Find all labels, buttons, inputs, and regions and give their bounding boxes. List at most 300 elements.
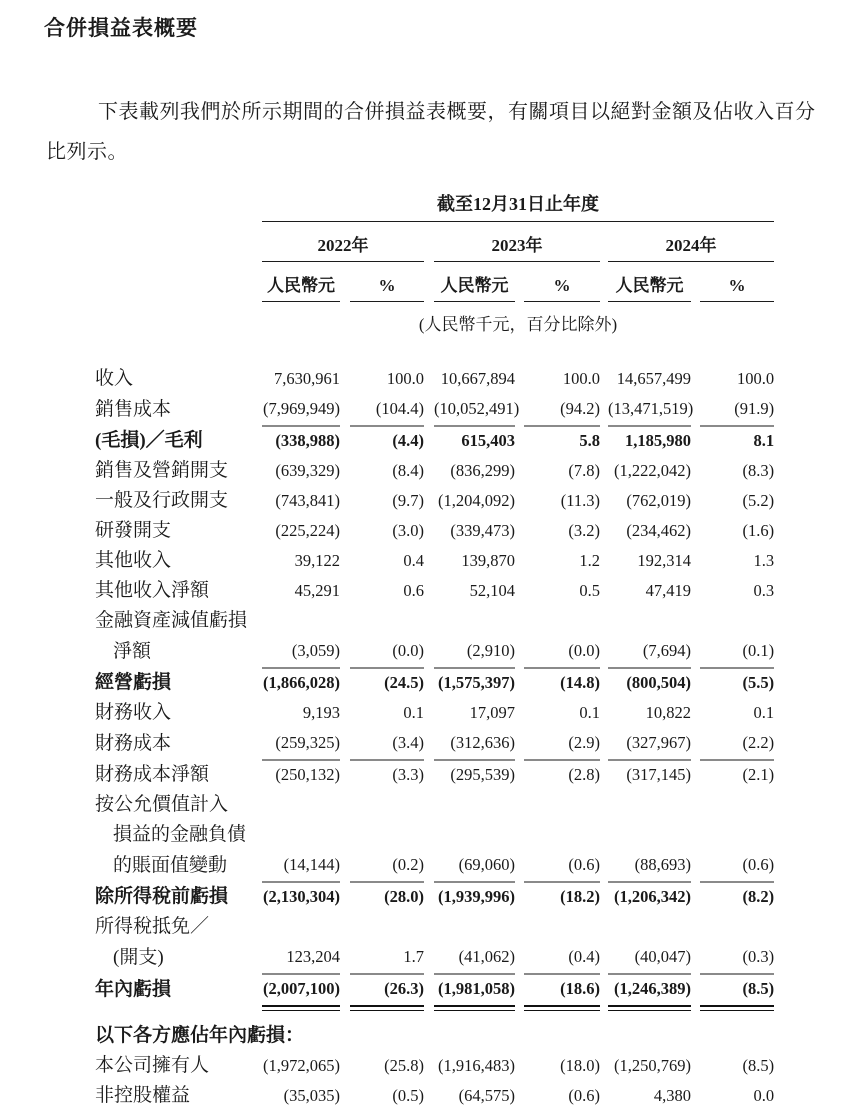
- column-spacer: [691, 487, 700, 517]
- cell-value: (26.3): [350, 974, 424, 1006]
- column-spacer: [340, 607, 350, 637]
- cell-value: (0.1): [700, 637, 774, 668]
- column-spacer: [600, 1052, 608, 1082]
- column-spacer: [340, 791, 350, 821]
- column-spacer: [340, 1082, 350, 1112]
- column-spacer: [691, 668, 700, 699]
- column-spacer: [340, 882, 350, 913]
- row-label: 銷售及營銷開支: [95, 460, 229, 481]
- column-spacer: [600, 668, 608, 699]
- column-spacer: [515, 487, 524, 517]
- column-spacer: [424, 943, 434, 974]
- column-spacer: [691, 262, 700, 302]
- column-spacer: [424, 222, 434, 262]
- cell-value: 10,667,894: [440, 369, 515, 388]
- row-label: (開支): [113, 947, 164, 968]
- header-gap-row: [95, 339, 774, 365]
- column-spacer: [600, 1006, 608, 1052]
- column-spacer: [340, 821, 350, 851]
- cell-value: (8.2): [742, 887, 775, 906]
- cell-value: (14.8): [560, 673, 600, 692]
- table-row: [95, 395, 774, 426]
- column-spacer: [424, 262, 434, 302]
- column-spacer: [340, 487, 350, 517]
- column-spacer: [424, 760, 434, 791]
- cell-value: [524, 913, 600, 943]
- cell-value: (3,059): [262, 637, 340, 668]
- cell-value: [700, 791, 774, 821]
- cell-value: [700, 607, 774, 637]
- cell-value: (18.6): [524, 974, 600, 1006]
- cell-value: (0.4): [524, 943, 600, 974]
- column-spacer: [424, 637, 434, 668]
- cell-value: 100.0: [386, 369, 424, 388]
- row-label: 所得稅抵免／: [95, 916, 210, 937]
- column-spacer: [515, 426, 524, 457]
- subheader-percent: %: [350, 262, 424, 302]
- row-label: 年內虧損: [95, 979, 172, 1000]
- column-spacer: [600, 365, 608, 395]
- column-spacer: [691, 760, 700, 791]
- table-row: [95, 791, 774, 821]
- cell-value: [262, 821, 340, 851]
- cell-value: (836,299): [450, 461, 515, 480]
- column-spacer: [424, 426, 434, 457]
- table-row: [95, 1082, 774, 1112]
- unit-note-row: [95, 302, 774, 340]
- subheader-amount: 人民幣元: [262, 262, 340, 302]
- column-spacer: [340, 1052, 350, 1082]
- column-spacer: [600, 457, 608, 487]
- cell-value: (7,969,949): [262, 395, 340, 426]
- column-spacer: [515, 882, 524, 913]
- cell-value: 0.1: [403, 703, 424, 722]
- table-row: [95, 913, 774, 943]
- column-spacer: [515, 1052, 524, 1082]
- cell-value: 139,870: [461, 551, 515, 570]
- column-spacer: [691, 517, 700, 547]
- column-spacer: [424, 487, 434, 517]
- cell-value: (1,981,058): [434, 974, 515, 1006]
- cell-value: (18.2): [560, 887, 600, 906]
- cell-value: (3.4): [350, 729, 424, 760]
- table-row: [95, 760, 774, 791]
- column-spacer: [424, 913, 434, 943]
- table-row: [95, 426, 774, 457]
- cell-value: [524, 821, 600, 851]
- cell-value: (1.6): [742, 521, 775, 540]
- cell-value: 0.1: [579, 703, 600, 722]
- cell-value: (41,062): [434, 943, 515, 974]
- column-spacer: [691, 426, 700, 457]
- column-spacer: [691, 365, 700, 395]
- cell-value: (1,222,042): [614, 461, 691, 480]
- column-spacer: [424, 821, 434, 851]
- cell-value: 100.0: [736, 369, 775, 388]
- table-row: [95, 365, 774, 395]
- table-row: [95, 943, 774, 974]
- column-spacer: [691, 1052, 700, 1082]
- column-spacer: [515, 457, 524, 487]
- cell-value: (2,130,304): [263, 887, 340, 906]
- cell-value: 4,380: [653, 1086, 691, 1105]
- cell-value: (1,939,996): [438, 887, 515, 906]
- cell-value: [524, 1006, 600, 1052]
- column-spacer: [600, 821, 608, 851]
- cell-value: 10,822: [645, 703, 691, 722]
- cell-value: (2.9): [524, 729, 600, 760]
- subheader-row: [95, 262, 774, 302]
- table-row: [95, 487, 774, 517]
- cell-value: [524, 791, 600, 821]
- column-spacer: [515, 699, 524, 729]
- table-row: [95, 637, 774, 668]
- cell-value: (0.6): [700, 851, 774, 882]
- column-spacer: [340, 517, 350, 547]
- column-spacer: [424, 395, 434, 426]
- row-label: 財務成本淨額: [95, 764, 210, 785]
- column-spacer: [340, 668, 350, 699]
- cell-value: (1,246,389): [608, 974, 691, 1006]
- cell-value: [608, 791, 691, 821]
- cell-value: (225,224): [275, 521, 340, 540]
- column-spacer: [515, 668, 524, 699]
- subheader-amount: 人民幣元: [608, 262, 691, 302]
- cell-value: [608, 913, 691, 943]
- column-spacer: [424, 1082, 434, 1112]
- row-label: 經營虧損: [95, 672, 172, 693]
- column-spacer: [691, 577, 700, 607]
- table-row: [95, 882, 774, 913]
- cell-value: 1.2: [579, 551, 600, 570]
- cell-value: [434, 1006, 515, 1052]
- column-spacer: [424, 517, 434, 547]
- column-spacer: [691, 547, 700, 577]
- cell-value: (0.5): [392, 1086, 424, 1105]
- column-spacer: [340, 395, 350, 426]
- row-label: 其他收入: [95, 550, 172, 571]
- column-spacer: [691, 1006, 700, 1052]
- cell-value: (0.6): [568, 1086, 600, 1105]
- column-spacer: [515, 262, 524, 302]
- column-spacer: [424, 457, 434, 487]
- column-spacer: [340, 943, 350, 974]
- column-spacer: [340, 457, 350, 487]
- cell-value: 47,419: [645, 581, 691, 600]
- cell-value: 9,193: [302, 703, 340, 722]
- row-label: 財務收入: [95, 702, 172, 723]
- column-spacer: [691, 821, 700, 851]
- cell-value: [350, 913, 424, 943]
- cell-value: (64,575): [458, 1086, 515, 1105]
- column-spacer: [515, 607, 524, 637]
- column-spacer: [340, 760, 350, 791]
- table-row: [95, 607, 774, 637]
- cell-value: (40,047): [608, 943, 691, 974]
- unit-note: (人民幣千元，百分比除外): [418, 315, 618, 334]
- column-spacer: [515, 1082, 524, 1112]
- column-spacer: [340, 547, 350, 577]
- period-header: 截至12月31日止年度: [262, 188, 774, 222]
- column-spacer: [340, 262, 350, 302]
- cell-value: (5.2): [742, 491, 775, 510]
- cell-value: (743,841): [275, 491, 340, 510]
- column-spacer: [691, 1082, 700, 1112]
- column-spacer: [515, 517, 524, 547]
- cell-value: [700, 1006, 774, 1052]
- column-spacer: [424, 577, 434, 607]
- column-spacer: [515, 547, 524, 577]
- column-spacer: [340, 974, 350, 1006]
- cell-value: (1,204,092): [438, 491, 515, 510]
- cell-value: (14,144): [262, 851, 340, 882]
- column-spacer: [691, 882, 700, 913]
- column-spacer: [600, 222, 608, 262]
- cell-value: (1,866,028): [263, 673, 340, 692]
- column-spacer: [424, 1052, 434, 1082]
- column-spacer: [600, 487, 608, 517]
- row-label: 損益的金融負債: [113, 824, 247, 845]
- cell-value: [350, 821, 424, 851]
- cell-value: [350, 791, 424, 821]
- table-row: [95, 821, 774, 851]
- cell-value: (312,636): [434, 729, 515, 760]
- cell-value: (339,473): [450, 521, 515, 540]
- column-spacer: [691, 607, 700, 637]
- cell-value: (4.4): [392, 431, 424, 450]
- row-label: 以下各方應佔年內虧損：: [95, 1025, 305, 1046]
- column-spacer: [600, 760, 608, 791]
- column-spacer: [424, 791, 434, 821]
- row-label: 按公允價值計入: [95, 794, 229, 815]
- row-label: 淨額: [113, 641, 152, 662]
- row-label: 銷售成本: [95, 399, 172, 420]
- cell-value: (0.6): [524, 851, 600, 882]
- column-spacer: [600, 791, 608, 821]
- column-spacer: [340, 426, 350, 457]
- table-row: [95, 699, 774, 729]
- row-label: 其他收入淨額: [95, 580, 210, 601]
- cell-value: (327,967): [608, 729, 691, 760]
- table-row: [95, 517, 774, 547]
- cell-value: (7.8): [568, 461, 600, 480]
- column-spacer: [691, 851, 700, 882]
- column-spacer: [600, 395, 608, 426]
- column-spacer: [691, 699, 700, 729]
- cell-value: (8.4): [392, 461, 424, 480]
- cell-value: (2,910): [434, 637, 515, 668]
- cell-value: (1,250,769): [614, 1056, 691, 1075]
- cell-value: [350, 1006, 424, 1052]
- column-spacer: [600, 637, 608, 668]
- intro-paragraph: 下表載列我們於所示期間的合併損益表概要，有關項目以絕對金額及佔收入百分比列示。: [46, 101, 816, 163]
- cell-value: 52,104: [469, 581, 515, 600]
- column-spacer: [340, 1006, 350, 1052]
- cell-value: (1,206,342): [614, 887, 691, 906]
- column-spacer: [515, 791, 524, 821]
- cell-value: (0.0): [350, 637, 424, 668]
- cell-value: (8.5): [700, 974, 774, 1006]
- cell-value: 123,204: [262, 943, 340, 974]
- subheader-percent: %: [524, 262, 600, 302]
- column-spacer: [515, 821, 524, 851]
- cell-value: (88,693): [608, 851, 691, 882]
- cell-value: (94.2): [524, 395, 600, 426]
- column-spacer: [600, 607, 608, 637]
- cell-value: 7,630,961: [274, 369, 340, 388]
- cell-value: (1,916,483): [438, 1056, 515, 1075]
- column-spacer: [424, 668, 434, 699]
- row-label: 財務成本: [95, 733, 172, 754]
- cell-value: 8.1: [753, 431, 775, 450]
- column-spacer: [424, 699, 434, 729]
- column-spacer: [515, 729, 524, 760]
- cell-value: (91.9): [700, 395, 774, 426]
- year-header-2022: 2022年: [262, 222, 424, 262]
- column-spacer: [340, 365, 350, 395]
- table-row: [95, 547, 774, 577]
- cell-value: 17,097: [469, 703, 515, 722]
- cell-value: 45,291: [294, 581, 340, 600]
- table-row: [95, 457, 774, 487]
- cell-value: 0.6: [403, 581, 424, 600]
- cell-value: (3.0): [392, 521, 424, 540]
- cell-value: (3.3): [392, 765, 424, 784]
- column-spacer: [424, 851, 434, 882]
- cell-value: [608, 1006, 691, 1052]
- cell-value: (0.0): [524, 637, 600, 668]
- cell-value: [350, 607, 424, 637]
- column-spacer: [515, 365, 524, 395]
- cell-value: (13,471,519): [608, 395, 691, 426]
- column-spacer: [691, 637, 700, 668]
- income-statement-table: [95, 188, 774, 1112]
- column-spacer: [691, 457, 700, 487]
- table-header: [95, 188, 774, 365]
- subheader-amount: 人民幣元: [434, 262, 515, 302]
- cell-value: 0.4: [403, 551, 424, 570]
- cell-value: (28.0): [384, 887, 424, 906]
- table-body: [95, 365, 774, 1112]
- cell-value: 39,122: [294, 551, 340, 570]
- column-spacer: [691, 913, 700, 943]
- column-spacer: [515, 943, 524, 974]
- cell-value: [434, 791, 515, 821]
- cell-value: [434, 607, 515, 637]
- row-label: 一般及行政開支: [95, 490, 229, 511]
- column-spacer: [424, 1006, 434, 1052]
- cell-value: [434, 913, 515, 943]
- column-spacer: [600, 699, 608, 729]
- column-spacer: [600, 547, 608, 577]
- table-row: [95, 974, 774, 1006]
- cell-value: (7,694): [608, 637, 691, 668]
- row-label: 金融資產減值虧損: [95, 610, 248, 631]
- row-label: 本公司擁有人: [95, 1055, 210, 1076]
- cell-value: (234,462): [626, 521, 691, 540]
- column-spacer: [424, 547, 434, 577]
- column-spacer: [340, 699, 350, 729]
- cell-value: (69,060): [434, 851, 515, 882]
- table-row: [95, 1052, 774, 1082]
- column-spacer: [600, 517, 608, 547]
- cell-value: (295,539): [450, 765, 515, 784]
- column-spacer: [424, 882, 434, 913]
- subheader-percent: %: [700, 262, 774, 302]
- cell-value: [608, 821, 691, 851]
- cell-value: [262, 607, 340, 637]
- column-spacer: [340, 913, 350, 943]
- column-spacer: [691, 729, 700, 760]
- cell-value: [262, 791, 340, 821]
- cell-value: (9.7): [392, 491, 424, 510]
- cell-value: (1,972,065): [263, 1056, 340, 1075]
- cell-value: [700, 821, 774, 851]
- row-label: 除所得稅前虧損: [95, 886, 229, 907]
- column-spacer: [515, 760, 524, 791]
- column-spacer: [424, 607, 434, 637]
- cell-value: (762,019): [626, 491, 691, 510]
- row-label: (毛損)／毛利: [95, 430, 203, 451]
- column-spacer: [600, 913, 608, 943]
- table-row: [95, 1006, 774, 1052]
- cell-value: (8.3): [742, 461, 775, 480]
- column-spacer: [515, 637, 524, 668]
- cell-value: (11.3): [560, 491, 600, 510]
- column-spacer: [515, 851, 524, 882]
- document-page: [0, 12, 865, 1106]
- cell-value: (8.5): [742, 1056, 775, 1075]
- cell-value: (24.5): [384, 673, 424, 692]
- column-spacer: [515, 577, 524, 607]
- table-row: [95, 577, 774, 607]
- column-spacer: [691, 943, 700, 974]
- cell-value: 1,185,980: [625, 431, 691, 450]
- cell-value: (0.3): [700, 943, 774, 974]
- page-title: 合併損益表概要: [44, 16, 198, 40]
- cell-value: (0.2): [350, 851, 424, 882]
- column-spacer: [424, 729, 434, 760]
- cell-value: (259,325): [262, 729, 340, 760]
- cell-value: [434, 821, 515, 851]
- cell-value: 615,403: [461, 431, 515, 450]
- cell-value: (35,035): [283, 1086, 340, 1105]
- cell-value: 1.7: [350, 943, 424, 974]
- column-spacer: [691, 974, 700, 1006]
- column-spacer: [691, 791, 700, 821]
- column-spacer: [600, 426, 608, 457]
- cell-value: (3.2): [568, 521, 600, 540]
- table-row: [95, 729, 774, 760]
- cell-value: 5.8: [579, 431, 600, 450]
- cell-value: (25.8): [384, 1056, 424, 1075]
- year-header-2024: 2024年: [608, 222, 774, 262]
- cell-value: (5.5): [742, 673, 775, 692]
- row-label: 收入: [95, 368, 134, 389]
- column-spacer: [600, 262, 608, 302]
- period-header-row: [95, 188, 774, 222]
- column-spacer: [340, 851, 350, 882]
- cell-value: 100.0: [562, 369, 600, 388]
- column-spacer: [340, 637, 350, 668]
- cell-value: (250,132): [275, 765, 340, 784]
- cell-value: 192,314: [637, 551, 691, 570]
- column-spacer: [515, 1006, 524, 1052]
- column-spacer: [515, 913, 524, 943]
- column-spacer: [340, 729, 350, 760]
- row-label: 的賬面值變動: [113, 855, 228, 876]
- cell-value: 0.3: [753, 581, 775, 600]
